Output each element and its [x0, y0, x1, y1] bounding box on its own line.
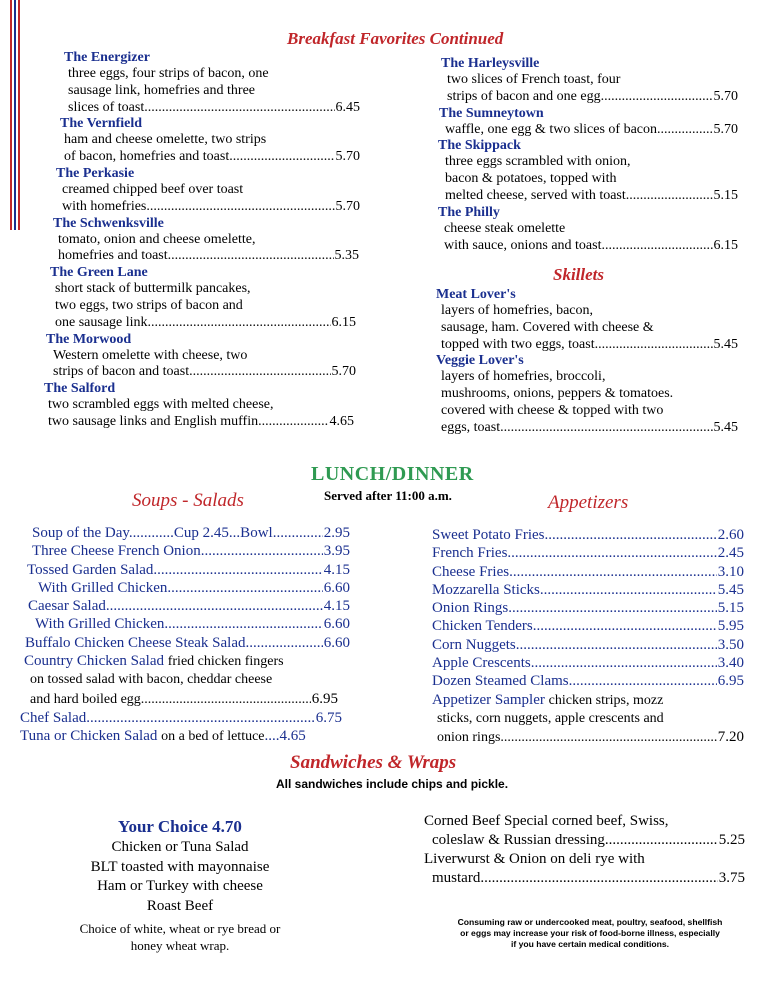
item-price-line	[53, 364, 356, 381]
item-price-line	[68, 100, 360, 117]
row-label: Soup of the Day............Cup 2.45...Bowl	[32, 525, 273, 541]
item-desc: topped with two eggs, toast	[441, 336, 595, 352]
row-price: 3.50	[717, 636, 744, 653]
choice-item: BLT toasted with mayonnaise	[90, 858, 270, 875]
item-name: The Skippack	[438, 138, 521, 154]
choice-item: Roast Beef	[146, 897, 214, 914]
row-label: Country Chicken Salad	[24, 653, 164, 670]
row-label: Chicken Tenders	[432, 618, 533, 635]
breakfast-item	[441, 56, 738, 106]
menu-row	[30, 690, 338, 709]
item-price: 6.45	[335, 99, 360, 115]
leader-dots	[86, 709, 315, 727]
item-price: 5.70	[335, 198, 360, 214]
row-desc: fried chicken fingers	[167, 654, 284, 670]
row-price: 3.10	[717, 563, 744, 580]
specialty-sandwiches	[424, 812, 745, 888]
menu-row	[432, 617, 744, 635]
row-label: With Grilled Chicken	[38, 579, 168, 596]
sandwiches-subtitle: All sandwiches include chips and pickle.	[276, 777, 509, 791]
menu-row	[32, 524, 350, 542]
item-desc: two eggs, two strips of bacon and	[55, 297, 243, 313]
item-price: 5.45	[713, 336, 738, 352]
item-desc: eggs, toast	[441, 419, 501, 435]
breakfast-item	[60, 116, 360, 166]
leader-dots	[148, 315, 331, 332]
row-price: 4.15	[323, 561, 350, 578]
row-price: 5.15	[717, 600, 744, 617]
row-label: Dozen Steamed Clams	[432, 673, 569, 690]
bread-note: Choice of white, wheat or rye bread or	[79, 921, 281, 936]
menu-row	[432, 544, 744, 562]
item-desc: of bacon, homefries and toast	[64, 149, 230, 165]
row-price: 3.95	[323, 543, 350, 560]
item-price-line	[445, 122, 738, 139]
row-price: 3.40	[717, 655, 744, 672]
leader-dots	[106, 597, 323, 615]
item-desc: three eggs, four strips of bacon, one	[68, 66, 269, 81]
row-price: 6.95	[311, 690, 338, 707]
row-price: 4.15	[323, 598, 350, 615]
leader-dots	[168, 248, 334, 265]
item-desc: layers of homefries, broccoli,	[441, 369, 606, 385]
lunch-dinner-title: LUNCH/DINNER	[311, 463, 474, 485]
item-name: The Schwenksville	[53, 215, 164, 231]
item-desc: mushrooms, onions, peppers & tomatoes.	[441, 386, 674, 402]
row-label: Corn Nuggets	[432, 636, 516, 653]
item-desc: three eggs scrambled with onion,	[445, 154, 631, 170]
liverwurst-line: Liverwurst & Onion on deli rye with	[424, 851, 645, 867]
item-price: 4.65	[329, 413, 354, 429]
item-price: 5.70	[331, 364, 356, 380]
leader-dots	[164, 615, 322, 633]
row-label: Chef Salad	[20, 709, 87, 726]
row-price: 6.95	[717, 673, 744, 690]
item-price: 5.70	[713, 88, 738, 104]
menu-row	[432, 831, 745, 850]
item-desc: with sauce, onions and toast	[444, 237, 602, 253]
item-desc: cheese steak omelette	[444, 220, 566, 236]
row-label: Cheese Fries	[432, 563, 510, 580]
decorative-stripe-blue	[14, 0, 16, 230]
lunch-subtitle: Served after 11:00 a.m.	[324, 488, 452, 503]
item-desc: two sausage links and English muffin	[48, 413, 259, 429]
appetizers-title: Appetizers	[548, 492, 629, 513]
row-label: Mozzarella Sticks	[432, 581, 540, 598]
row-price: 5.45	[717, 581, 744, 598]
breakfast-item	[438, 205, 738, 255]
item-price-line	[58, 248, 359, 265]
decorative-stripe-red-2	[18, 0, 20, 230]
item-name: The Harleysville	[441, 56, 540, 71]
row-price: 3.75	[718, 870, 745, 886]
menu-row	[432, 563, 744, 581]
item-price: 5.15	[713, 187, 738, 203]
item-price: 6.15	[713, 237, 738, 253]
breakfast-continued-title: Breakfast Favorites Continued	[287, 29, 504, 48]
your-choice-section	[40, 816, 320, 954]
item-desc: covered with cheese & topped with two	[441, 402, 664, 418]
breakfast-right-column	[438, 56, 738, 254]
row-label: Caesar Salad	[28, 598, 106, 615]
breakfast-item	[44, 381, 354, 431]
breakfast-left-column	[44, 50, 362, 431]
menu-row	[28, 597, 350, 615]
menu-row	[35, 615, 350, 633]
leader-dots: ....	[264, 728, 280, 745]
item-price-line	[441, 337, 738, 354]
menu-row	[432, 672, 744, 690]
leader-dots	[540, 581, 717, 599]
breakfast-item	[439, 106, 738, 139]
row-price: 6.60	[323, 634, 350, 651]
leader-dots	[258, 414, 328, 431]
leader-dots	[273, 524, 323, 542]
row-label: French Fries	[432, 545, 508, 562]
menu-row	[432, 581, 744, 599]
menu-row	[432, 869, 745, 888]
leader-dots	[146, 199, 334, 216]
item-price: 5.70	[713, 121, 738, 137]
skillets-column	[436, 287, 738, 437]
country-salad-desc: on tossed salad with bacon, cheddar cheese	[30, 672, 273, 688]
leader-dots	[516, 636, 717, 654]
leader-dots	[189, 364, 330, 381]
row-desc: on a bed of lettuce	[161, 729, 265, 745]
leader-dots	[167, 579, 322, 597]
choice-item: Chicken or Tuna Salad	[111, 839, 249, 855]
item-name: The Green Lane	[50, 265, 148, 281]
row-price: 7.20	[717, 729, 744, 746]
item-desc: one sausage link	[55, 314, 148, 330]
row-price: 5.25	[718, 832, 745, 848]
item-price: 5.70	[335, 149, 360, 165]
leader-dots	[601, 238, 712, 255]
leader-dots	[229, 149, 334, 166]
row-label: Appetizer Sampler	[432, 691, 545, 708]
leader-dots	[509, 563, 717, 581]
menu-row	[38, 579, 350, 597]
leader-dots	[201, 542, 323, 560]
item-desc: ham and cheese omelette, two strips	[64, 132, 267, 148]
item-desc: strips of bacon and one egg	[447, 88, 601, 104]
sandwiches-title: Sandwiches & Wraps	[290, 752, 457, 773]
sampler-line	[432, 691, 744, 710]
row-price: 5.95	[717, 618, 744, 635]
item-desc: Western omelette with cheese, two	[53, 347, 248, 363]
menu-row	[432, 599, 744, 617]
leader-dots	[141, 691, 311, 709]
item-price: 6.15	[331, 314, 356, 330]
item-desc: with homefries	[62, 198, 147, 214]
leader-dots	[500, 420, 712, 437]
row-price: 2.95	[323, 525, 350, 541]
leader-dots	[500, 729, 716, 747]
leader-dots	[533, 617, 717, 635]
row-price: 6.60	[323, 579, 350, 596]
leader-dots	[507, 544, 716, 562]
item-desc: slices of toast	[68, 99, 145, 115]
menu-row	[20, 709, 342, 727]
item-desc: bacon & potatoes, topped with	[445, 171, 617, 187]
item-desc: homefries and toast	[58, 248, 168, 264]
item-desc: two scrambled eggs with melted cheese,	[48, 397, 274, 413]
item-desc: sausage, ham. Covered with cheese &	[441, 319, 654, 335]
item-desc: strips of bacon and toast	[53, 364, 190, 380]
item-name: The Morwood	[46, 331, 132, 347]
breakfast-item	[53, 216, 359, 266]
leader-dots	[508, 599, 716, 617]
breakfast-item	[64, 50, 360, 116]
row-label: Tossed Garden Salad	[27, 561, 154, 578]
row-price: 4.65	[279, 728, 306, 745]
item-desc: short stack of buttermilk pancakes,	[55, 281, 251, 297]
menu-row	[437, 728, 744, 747]
menu-row	[432, 526, 744, 544]
leader-dots	[601, 89, 713, 106]
item-name: The Energizer	[64, 50, 150, 65]
item-price-line	[62, 199, 360, 216]
item-price-line	[55, 315, 356, 332]
leader-dots	[144, 100, 334, 117]
item-desc: sausage link, homefries and three	[68, 82, 255, 98]
leader-dots	[626, 188, 713, 205]
food-safety-disclaimer	[440, 917, 740, 950]
row-label: Three Cheese French Onion	[32, 543, 201, 560]
soups-salads-title: Soups - Salads	[132, 490, 244, 511]
row-price: 6.75	[315, 709, 342, 726]
item-desc: creamed chipped beef over toast	[62, 181, 244, 197]
item-price-line	[64, 149, 360, 166]
row-label: Apple Crescents	[432, 655, 531, 672]
item-name: The Sumneytown	[439, 105, 544, 121]
sampler-desc: sticks, corn nuggets, apple crescents and	[437, 710, 664, 726]
breakfast-item	[438, 138, 738, 204]
bread-note: honey wheat wrap.	[130, 938, 230, 953]
menu-row	[20, 727, 350, 746]
country-salad-line	[24, 652, 350, 671]
item-price: 5.45	[713, 419, 738, 435]
row-desc: chicken strips, mozz	[548, 692, 664, 708]
item-desc: two slices of French toast, four	[447, 72, 621, 87]
your-choice-title: Your Choice 4.70	[118, 817, 242, 836]
decorative-stripe-red	[10, 0, 12, 230]
disclaimer-line: if you have certain medical conditions.	[510, 939, 670, 949]
leader-dots	[480, 869, 717, 888]
item-name: The Salford	[44, 381, 116, 397]
row-label: Tuna or Chicken Salad	[20, 728, 158, 745]
item-desc: waffle, one egg & two slices of bacon	[445, 121, 658, 137]
leader-dots	[531, 654, 717, 672]
item-desc: layers of homefries, bacon,	[441, 303, 593, 318]
row-price: 6.60	[323, 616, 350, 633]
disclaimer-line: or eggs may increase your risk of food-borne illness, especially	[460, 928, 720, 938]
item-desc: tomato, onion and cheese omelette,	[58, 231, 256, 247]
item-price-line	[48, 414, 354, 431]
row-label: Sweet Potato Fries	[432, 527, 545, 543]
item-desc: melted cheese, served with toast	[445, 187, 626, 203]
breakfast-item	[46, 332, 356, 382]
leader-dots	[545, 526, 717, 544]
item-name: The Perkasie	[56, 165, 135, 181]
item-name: Meat Lover's	[436, 287, 516, 302]
breakfast-item	[56, 166, 360, 216]
item-price-line	[441, 420, 738, 437]
appetizers-list	[432, 526, 744, 748]
row-label: Buffalo Chicken Cheese Steak Salad	[25, 634, 246, 651]
item-price: 5.35	[334, 248, 359, 264]
choice-item: Ham or Turkey with cheese	[97, 878, 263, 894]
item-name: The Vernfield	[60, 116, 143, 132]
menu-row	[432, 636, 744, 654]
leader-dots	[657, 122, 712, 139]
leader-dots	[246, 634, 323, 652]
leader-dots	[605, 831, 718, 850]
menu-row	[27, 561, 350, 579]
item-price-line	[445, 188, 738, 205]
row-desc: coleslaw & Russian dressing	[432, 832, 605, 848]
item-name: Veggie Lover's	[436, 353, 524, 369]
skillet-item	[436, 353, 738, 436]
leader-dots	[595, 337, 713, 354]
item-price-line	[444, 238, 738, 255]
skillets-title: Skillets	[553, 265, 605, 284]
row-desc: and hard boiled egg	[30, 691, 141, 707]
skillet-item	[436, 287, 738, 353]
item-name: The Philly	[438, 204, 500, 220]
row-label: Onion Rings	[432, 600, 509, 617]
soups-salads-list	[20, 524, 350, 747]
row-label: With Grilled Chicken	[35, 616, 165, 633]
corned-beef-line: Corned Beef Special corned beef, Swiss,	[424, 813, 669, 829]
menu-row	[25, 634, 350, 652]
row-desc: onion rings	[437, 730, 501, 746]
row-price: 2.60	[717, 527, 744, 543]
breakfast-item	[50, 265, 356, 331]
disclaimer-line: Consuming raw or undercooked meat, poultry, seafood, shellfish	[457, 917, 723, 927]
menu-row	[432, 654, 744, 672]
leader-dots	[153, 561, 322, 579]
leader-dots	[569, 672, 717, 690]
row-price: 2.45	[717, 545, 744, 562]
item-price-line	[447, 89, 738, 106]
row-desc: mustard	[432, 870, 481, 886]
menu-row	[32, 542, 350, 560]
